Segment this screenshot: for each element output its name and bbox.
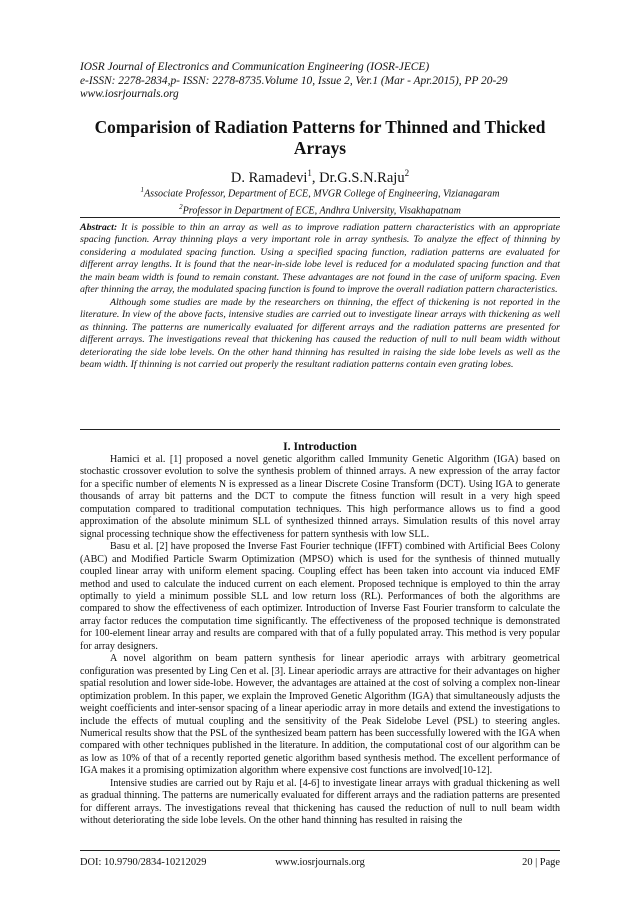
doi: DOI: 10.9790/2834-10212029 xyxy=(80,857,207,868)
introduction-body xyxy=(80,454,560,828)
footer-rule xyxy=(80,850,560,851)
journal-website[interactable]: www.iosrjournals.org xyxy=(80,88,179,100)
author-name: Dr.G.S.N.Raju xyxy=(319,169,405,186)
abstract-text: It is possible to thin an array as well as to improve radiation pattern characteristics with an appropriate spacing function. Array thinning plays a very important role in array synthesis. To analyze the effect of thinning by considering a modulated spacing function. Using a specified spacing function, radiation patterns are evaluated for different array lengths. It is found that the near-in-side lobe level is reduced for a modulated spacing function and that the main beam width is found to remain constant. These advantages are not found in the case of uniform spacing. Even after thinning the array, the modulated spacing function is found to improve the overall radiation pattern characteristics. xyxy=(80,222,560,296)
body-paragraph: Basu et al. [2] have proposed the Inverse Fast Fourier technique (IFFT) combined with Artificial Bees Colony (ABC) and Modified Particle Swarm Optimization (MPSO) which is used for the synthesis of thinned mutually coupled linear array with uniform element spacing. Coupling effect has been taken into account via induced EMF method and used to calculate the induced current on each element. Proposed technique is employed to thin the array optimally to yield a minimum possible SLL and low return loss (RL). Performances of both the algorithms are compared to show the effectiveness of each optimizer. Introduction of Inverse Fast Fourier transform to calculate the array factor reduces the computation time significantly. The effectiveness of the proposed technique is demonstrated for 100-element linear array and results are compared with that of a fully populated array. This method is very popular for array designers. xyxy=(80,541,560,652)
affiliation xyxy=(80,184,560,201)
author-separator: , xyxy=(311,169,320,186)
issn-line: e-ISSN: 2278-2834,p- ISSN: 2278-8735.Volume 10, Issue 2, Ver.1 (Mar - Apr.2015), PP 20-29 xyxy=(80,74,508,87)
affiliation-text: Professor in Department of ECE, Andhra University, Visakhapatnam xyxy=(182,205,461,217)
abstract-top-rule xyxy=(80,217,560,218)
page-number: 20 | Page xyxy=(522,857,560,868)
body-paragraph: Intensive studies are carried out by Raju et al. [4-6] to investigate linear arrays with gradual thickening as well as gradual thinning. The patterns are numerically evaluated for different arrays and the radiation patterns are presented for different arrays. The investigations reveal that thickening has caused the reduction of null to null beam width without deteriorating the side lobe levels. On the other hand thinning has resulted in raising the xyxy=(80,777,560,827)
abstract xyxy=(80,222,560,371)
author-affil-mark: 2 xyxy=(404,168,410,178)
affiliation-text: Associate Professor, Department of ECE, MVGR College of Engineering, Vizianagaram xyxy=(144,188,500,200)
affiliation-mark: 2 xyxy=(179,202,183,211)
abstract-paragraph xyxy=(80,222,560,297)
abstract-label: Abstract: xyxy=(80,222,118,233)
affiliation xyxy=(80,201,560,218)
affiliation-list xyxy=(80,184,560,218)
journal-header xyxy=(80,61,560,102)
abstract-paragraph: Although some studies are made by the researchers on thinning, the effect of thickening is not reported in the literature. In view of the above facts, intensive studies are carried out to investigate linear arrays with thickening as well as thinning. The patterns are numerically evaluated for different arrays and the radiation patterns are presented for different arrays. The investigations reveal that thickening has caused the reduction of null to null beam width without deteriorating the side lobe levels. On the other hand thinning has resulted in raising the side lobe levels as well as the beam width. If thinning is not carried out properly the resultant radiation patterns contain even grating lobes. xyxy=(80,296,560,370)
body-paragraph: A novel algorithm on beam pattern synthesis for linear aperiodic arrays with arbitrary geometrical configuration was presented by Ling Cen et al. [3]. Linear aperiodic arrays are attractive for their advantages on higher spatial resolution and lower side-lobe. However, the advantages are attained at the cost of solving a complex non-linear optimization problem. In this paper, we explain the Improved Genetic Algorithm (IGA) that simultaneously adjusts the weight coefficients and inter-sensor spacing of a linear aperiodic array in more details and extend the investigations to include the effects of mutual coupling and the sensitivity of the Peak Sidelobe Level (PSL) to steering angles. Numerical results show that the PSL of the synthesized beam pattern has been successfully lowered with the IGA when compared with other techniques published in the literature. In addition, the computational cost of our algorithm can be as low as 10% of that of a recently reported genetic algorithm based synthesis method. The excellent performance of IGA makes it a promising optimization algorithm where expensive cost functions are involved[10-12]. xyxy=(80,653,560,777)
author-name: D. Ramadevi xyxy=(230,169,308,186)
footer-website[interactable]: www.iosrjournals.org xyxy=(275,857,365,868)
affiliation-mark: 1 xyxy=(140,186,144,194)
section-heading: I. Introduction xyxy=(283,440,357,453)
body-paragraph: Hamici et al. [1] proposed a novel genetic algorithm called Immunity Genetic Algorithm (IGA) based on stochastic crossover evolution to solve the synthesis problem of thinned arrays. A new expression of the array factor for a specific number of elements N is expressed as a linear Discrete Cosine Transform (DCT). Using IGA to generate thousands of array bit patterns and the DCT to compute the fitness function will result in a very high speed computation compared to traditional computation techniques. This high performance allows us to find a good approximation of the absolute minimum SLL of synthesized thinned arrays. Simulation results of this novel array signal processing technique show the effectiveness for pattern synthesis with low SLL. xyxy=(80,454,560,540)
abstract-bottom-rule xyxy=(80,429,560,430)
author-affil-mark: 1 xyxy=(307,168,312,178)
journal-name: IOSR Journal of Electronics and Communication Engineering (IOSR-JECE) xyxy=(80,61,430,73)
paper-title: Comparision of Radiation Patterns for Thinned and Thicked Arrays xyxy=(94,117,546,158)
